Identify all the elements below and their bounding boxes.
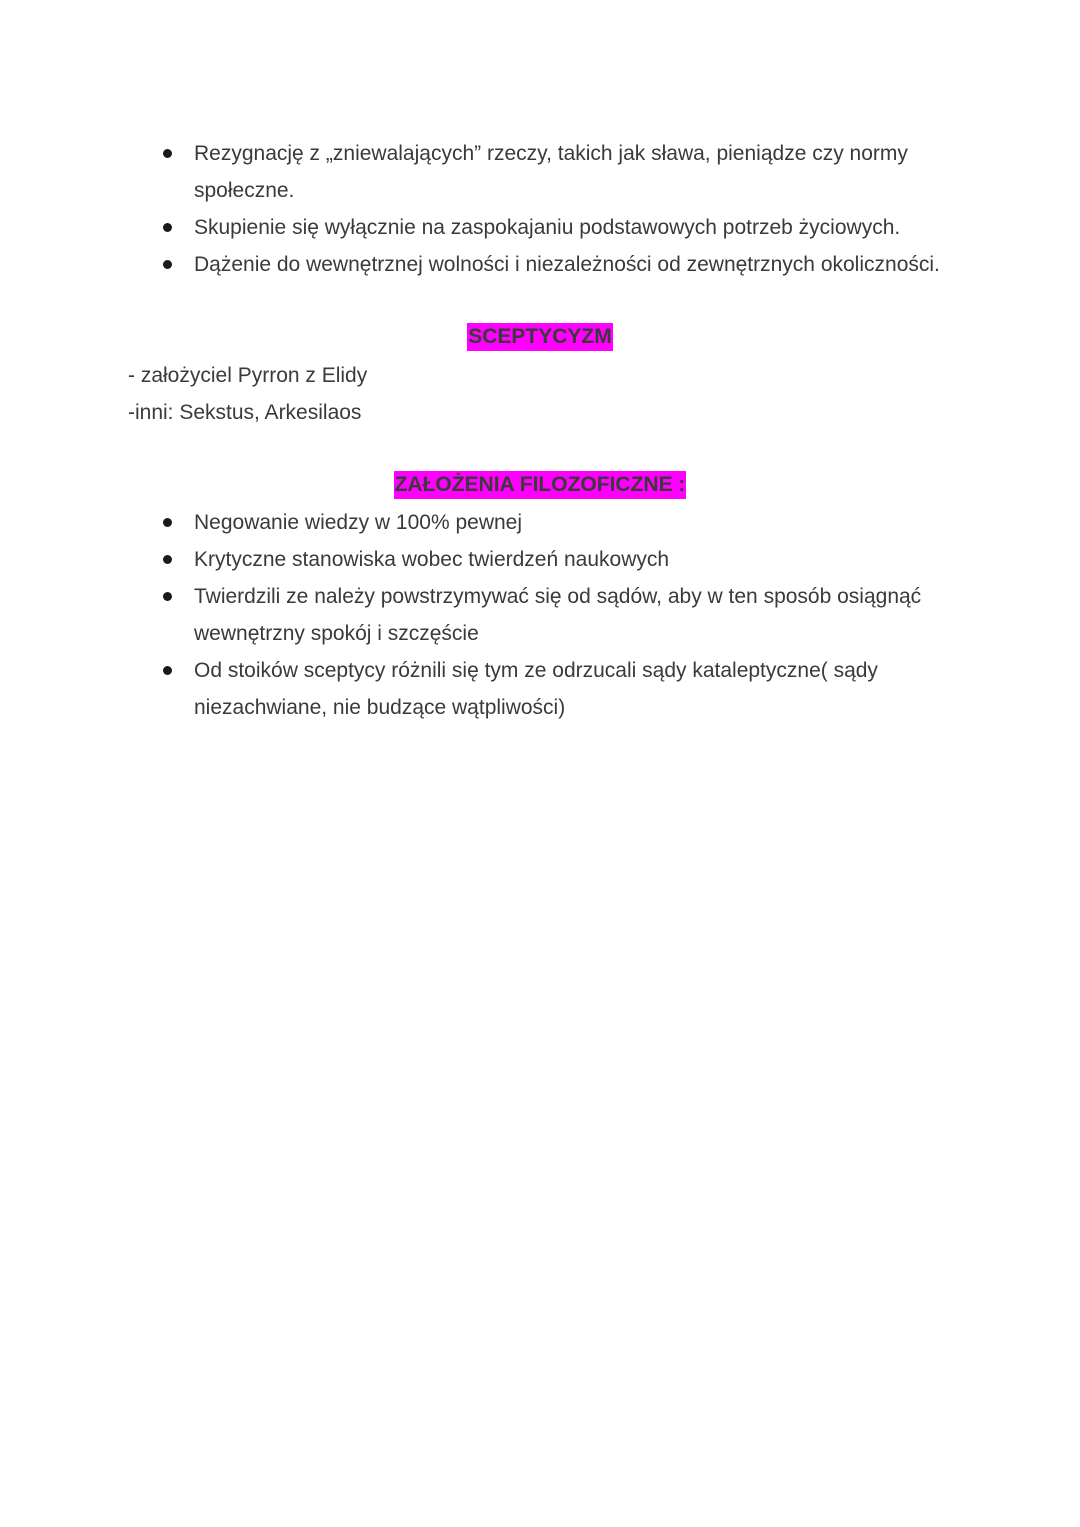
- list-item-text: Rezygnację z „zniewalających” rzeczy, takich jak sława, pieniądze czy normy społeczne.: [194, 142, 908, 202]
- list-item-text: Od stoików sceptycy różnili się tym ze odrzucali sądy kataleptyczne( sądy niezachwiane, nie budzące wątpliwości): [194, 659, 878, 719]
- section-heading-sceptycyzm: SCEPTYCYZM: [467, 323, 613, 351]
- bullet-icon: [163, 149, 172, 158]
- list-item-text: Krytyczne stanowiska wobec twierdzeń naukowych: [194, 548, 670, 571]
- bullet-icon: [163, 592, 172, 601]
- bullet-list-top: [160, 135, 960, 283]
- section-heading-zalozenia: ZAŁOŻENIA FILOZOFICZNE :: [394, 471, 687, 499]
- founder-line: - założyciel Pyrron z Elidy: [128, 364, 368, 387]
- list-item: [160, 578, 960, 652]
- section-heading-container: [0, 471, 1080, 499]
- bullet-icon: [163, 518, 172, 527]
- list-item: [160, 246, 960, 283]
- bullet-icon: [163, 555, 172, 564]
- list-item-text: Skupienie się wyłącznie na zaspokajaniu podstawowych potrzeb życiowych.: [194, 216, 901, 239]
- section-heading-container: [0, 323, 1080, 351]
- bullet-icon: [163, 223, 172, 232]
- others-line: -inni: Sekstus, Arkesilaos: [128, 401, 362, 424]
- bullet-icon: [163, 666, 172, 675]
- list-item: [160, 652, 960, 726]
- bullet-list-zalozenia: [160, 504, 960, 726]
- list-item: [160, 541, 960, 578]
- list-item-text: Negowanie wiedzy w 100% pewnej: [194, 511, 523, 534]
- bullet-icon: [163, 260, 172, 269]
- list-item-text: Twierdzili ze należy powstrzymywać się od sądów, aby w ten sposób osiągnąć wewnętrzny spokój i szczęście: [194, 585, 922, 645]
- list-item: [160, 135, 960, 209]
- list-item: [160, 504, 960, 541]
- list-item: [160, 209, 960, 246]
- list-item-text: Dążenie do wewnętrznej wolności i niezależności od zewnętrznych okoliczności.: [194, 253, 940, 276]
